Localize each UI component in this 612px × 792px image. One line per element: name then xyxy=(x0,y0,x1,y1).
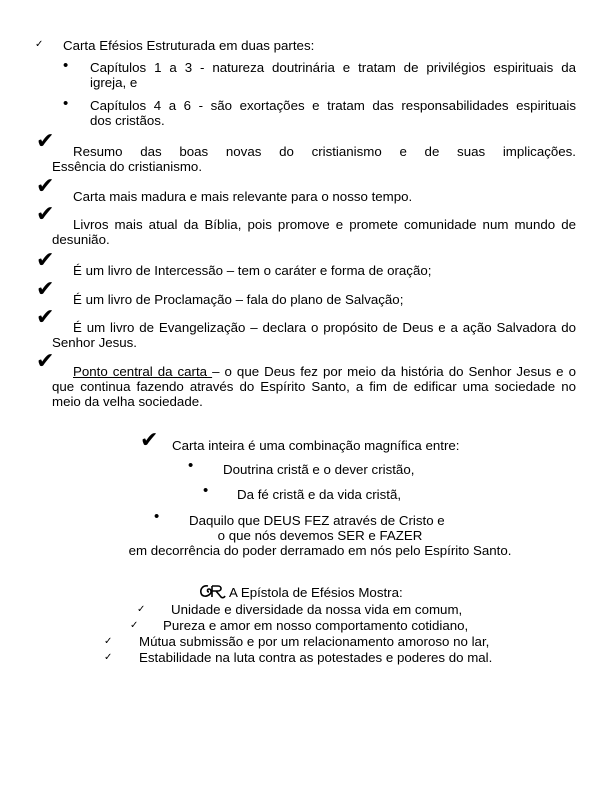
central-point-line-1 xyxy=(52,364,576,379)
point-5: É um livro de Proclamação – fala do plano de Salvação; xyxy=(73,292,404,307)
point-6-line-2: Senhor Jesus. xyxy=(52,335,138,350)
central-point-line-2: que continua fazendo através do Espírito Santo, a fim de edificar uma sociedade no xyxy=(52,379,576,394)
bullet-icon: • xyxy=(63,95,69,112)
point-1-line-1: Resumo das boas novas do cristianismo e de suas implicações. xyxy=(73,144,576,159)
check-bold-icon: ✔ xyxy=(36,349,55,374)
shows-item-3: Mútua submissão e por um relacionamento amoroso no lar, xyxy=(139,634,490,649)
structure-heading: Carta Efésios Estruturada em duas partes: xyxy=(63,38,315,53)
point-1-line-2: Essência do cristianismo. xyxy=(52,159,203,174)
point-2: Carta mais madura e mais relevante para o nosso tempo. xyxy=(73,189,413,204)
check-bold-icon: ✔ xyxy=(36,277,55,302)
shows-item-2: Pureza e amor em nosso comportamento cotidiano, xyxy=(163,618,469,633)
shows-heading: A Epístola de Efésios Mostra: xyxy=(229,585,403,600)
point-6-line-1: É um livro de Evangelização – declara o propósito de Deus e a ação Salvadora do xyxy=(73,320,576,335)
combination-item-3-cont-2: em decorrência do poder derramado em nós pelo Espírito Santo. xyxy=(128,543,512,558)
check-bold-icon: ✔ xyxy=(36,305,55,330)
bullet-icon: • xyxy=(203,482,209,499)
combination-heading: Carta inteira é uma combinação magnífica entre: xyxy=(172,438,460,453)
part-2 xyxy=(90,98,576,128)
ornament-icon xyxy=(199,583,229,599)
combination-item-3-cont-1: o que nós devemos SER e FAZER xyxy=(217,528,423,543)
check-icon: ✓ xyxy=(137,604,146,615)
point-6 xyxy=(52,320,576,350)
combination-item-3: Daquilo que DEUS FEZ através de Cristo e xyxy=(189,513,445,528)
check-icon: ✓ xyxy=(104,636,113,647)
part-1-line-2: igreja, e xyxy=(90,75,138,90)
check-icon: ✓ xyxy=(130,620,139,631)
ornament-icon-svg xyxy=(199,583,229,599)
check-bold-icon: ✔ xyxy=(36,174,55,199)
central-point xyxy=(52,364,576,409)
point-3-line-1: Livros mais atual da Bíblia, pois promove e promete comunidade num mundo de xyxy=(73,217,576,232)
point-4: É um livro de Intercessão – tem o caráter e forma de oração; xyxy=(73,263,432,278)
part-2-line-2: dos cristãos. xyxy=(90,113,165,128)
bullet-icon: • xyxy=(188,457,194,474)
check-bold-icon: ✔ xyxy=(36,248,55,273)
shows-item-4: Estabilidade na luta contra as potestades e poderes do mal. xyxy=(139,650,493,665)
check-icon: ✓ xyxy=(104,652,113,663)
point-3-line-2: desunião. xyxy=(52,232,110,247)
point-1 xyxy=(52,144,576,174)
check-bold-icon: ✔ xyxy=(36,129,55,154)
combination-item-1: Doutrina cristã e o dever cristão, xyxy=(223,462,415,477)
central-point-label: Ponto central da carta xyxy=(73,364,213,379)
part-1 xyxy=(90,60,576,90)
point-3 xyxy=(52,217,576,247)
shows-item-1: Unidade e diversidade da nossa vida em comum, xyxy=(171,602,463,617)
part-2-line-1: Capítulos 4 a 6 - são exortações e tratam das responsabilidades espirituais xyxy=(90,98,576,113)
part-1-line-1: Capítulos 1 a 3 - natureza doutrinária e tratam de privilégios espirituais da xyxy=(90,60,576,75)
bullet-icon: • xyxy=(63,57,69,74)
bullet-icon: • xyxy=(154,508,160,525)
central-point-text: – o que Deus fez por meio da história do Senhor Jesus e o xyxy=(212,364,576,379)
central-point-line-3: meio da velha sociedade. xyxy=(52,394,203,409)
check-bold-icon: ✔ xyxy=(140,428,159,453)
check-icon: ✓ xyxy=(35,39,44,50)
check-bold-icon: ✔ xyxy=(36,202,55,227)
combination-item-2: Da fé cristã e da vida cristã, xyxy=(237,487,402,502)
